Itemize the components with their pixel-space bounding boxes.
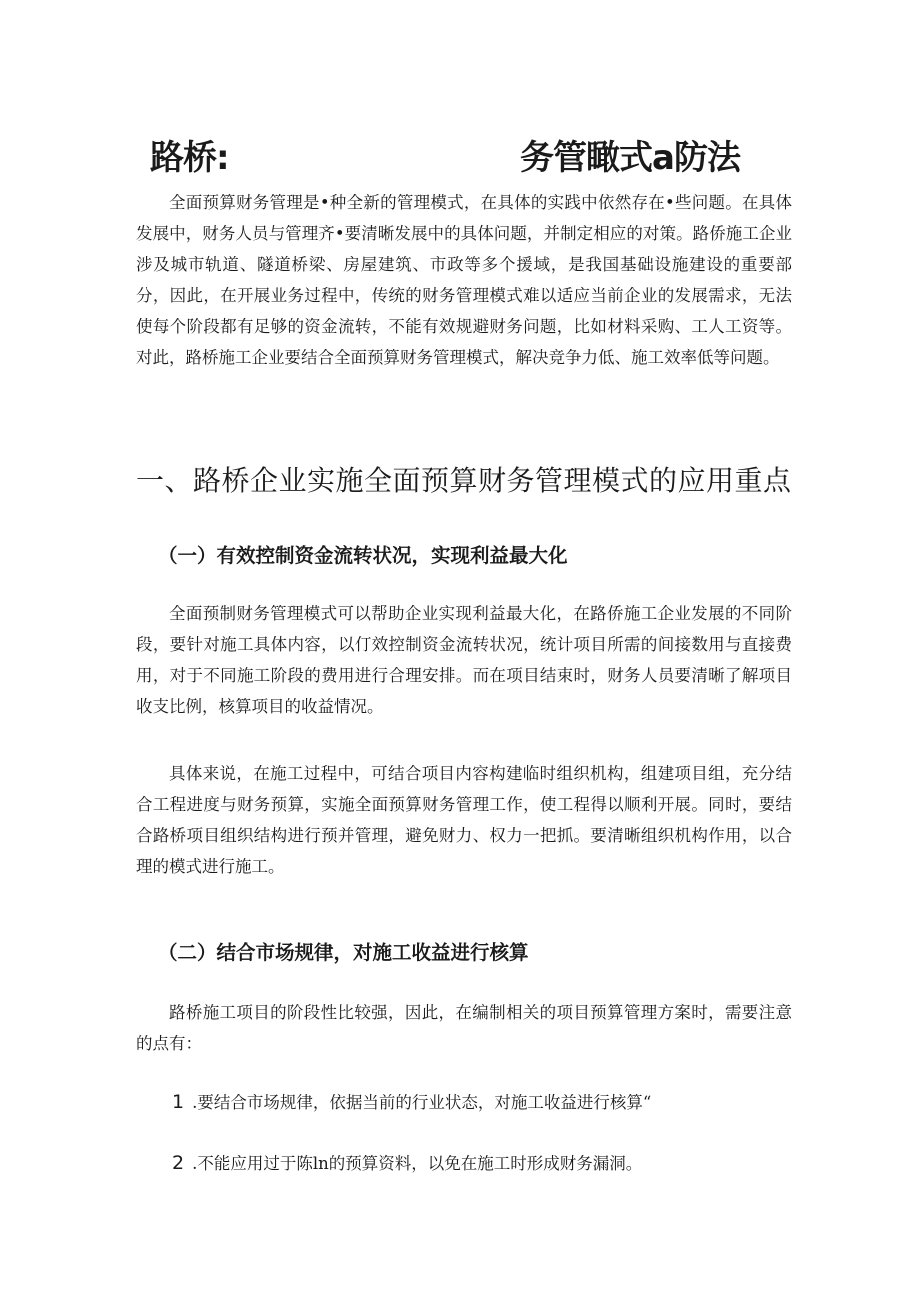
subsection-1-paragraph-2: 具体来说，在施工过程中，可结合项目内容构建临时组织机构，组建项目组，充分结合工程进度与财务预算，实施全面预算财务管理工作，使工程得以顺利开展。同时，要结合路桥项目组织结构进行预并管理，避免财力、权力一把抓。要清晰组织机构作用，以合理的模式进行施工。 — [136, 764, 792, 876]
title-right-fragment: 务管瞰式a防法 — [520, 138, 740, 178]
intro-paragraph: 全面预算财务管理是•种全新的管理模式，在具体的实践中依然存在•些问题。在具体发展中，财务人员与管理齐•要清晰发展中的具体问题，并制定相应的对策。路侨施工企业涉及城市轨道、隧道桥梁、房屋建筑、市政等多个援域，是我国基础设施建设的重要部分，因此，在开展业务过程中，传统的财务管理模式难以适应当前企业的发展需求，无法使每个阶段都有足够的资金流转，不能有效规避财务问题，比如材料采购、工人工资等。对此，路桥施工企业要结合全面预算财务管理模式，解决竞争力低、施工效率低等问题。 — [136, 193, 792, 367]
subsection-2-paragraph-1: 路桥施工项目的阶段性比较强，因此，在编制相关的项目预算管理方案时，需要注意的点有： — [136, 1003, 792, 1053]
list-item-number: 2 — [172, 1152, 185, 1174]
section-heading: 一、路桥企业实施全面预算财务管理模式的应用重点 — [136, 464, 792, 497]
list-item-number: 1 — [172, 1091, 185, 1113]
subsection-heading-1: （一）有效控制资金流转状况，实现利益最大化 — [158, 544, 568, 567]
subsection-1-paragraph-1: 全面预制财务管理模式可以帮助企业实现利益最大化，在路侨施工企业发展的不同阶段，要针对施工具体内容，以仃效控制资金流转状况，统计项目所需的间接数用与直接费用，对于不同施工阶段的费用进行合理安排。而在项目结束时，财务人员要清晰了解项目收支比例，核算项目的收益情况。 — [136, 604, 792, 716]
title-left-fragment: 路桥: — [150, 138, 229, 178]
document-title — [0, 130, 920, 186]
list-item — [172, 1088, 792, 1117]
list-item-text: .要结合市场规律，依据当前的行业状态，对施工收益进行核算“ — [192, 1093, 652, 1112]
list-item-text: .不能应用过于陈ln的预算资料，以免在施工时形成财务漏洞。 — [192, 1154, 643, 1173]
list-item — [172, 1149, 792, 1178]
subsection-heading-2: （二）结合市场规律，对施工收益进行核算 — [158, 941, 529, 964]
